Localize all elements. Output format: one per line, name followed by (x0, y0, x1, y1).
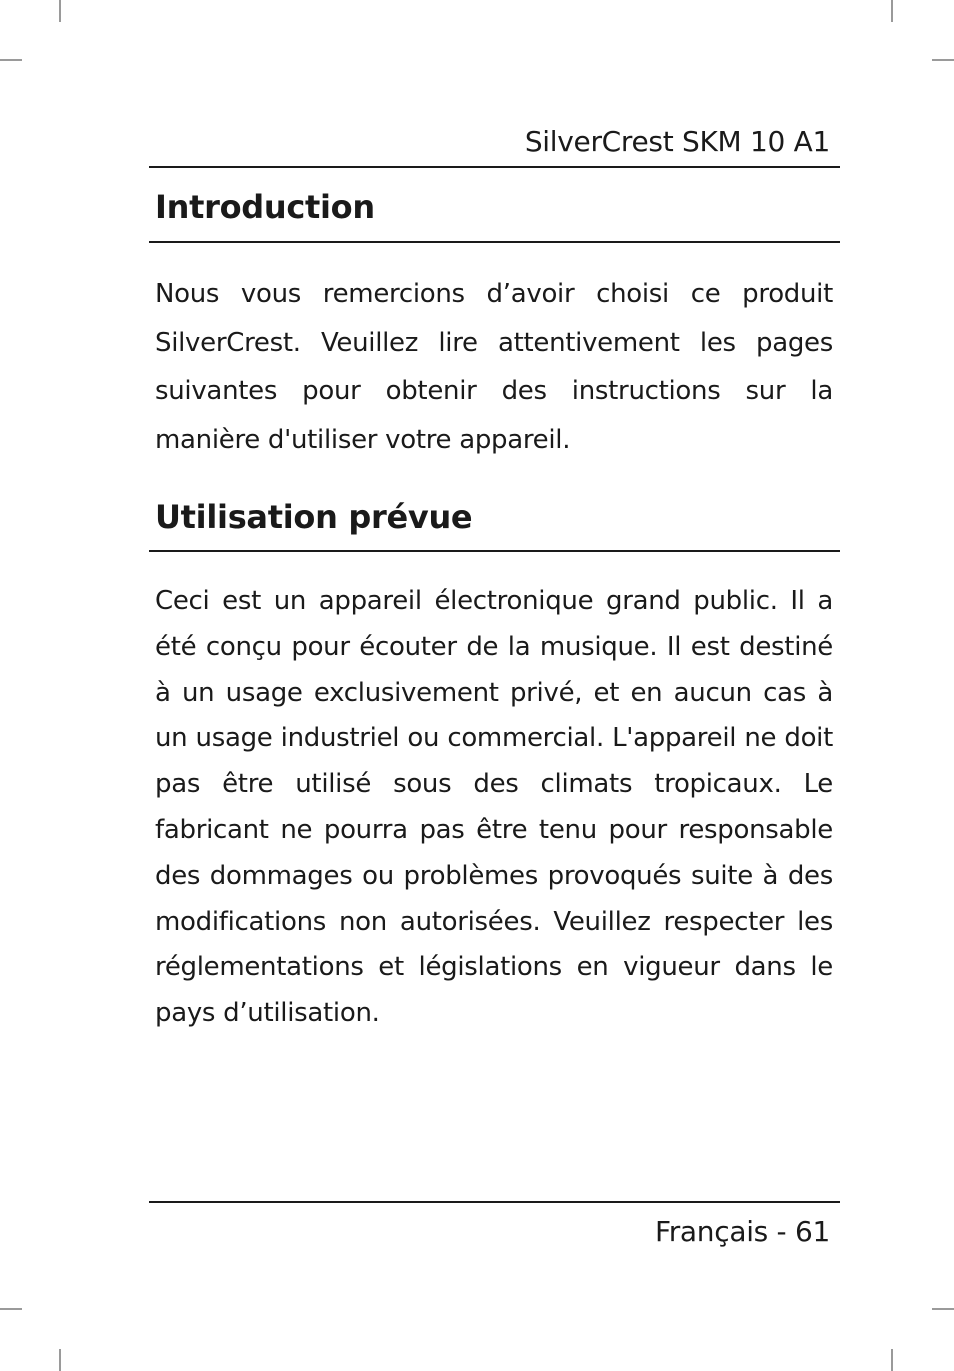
section-title-introduction: Introduction (155, 188, 375, 226)
crop-mark-top-right-vertical (891, 0, 893, 22)
crop-mark-bottom-right-vertical (891, 1349, 893, 1371)
intended-use-paragraph: Ceci est un appareil électronique grand public. Il a été conçu pour écouter de la musique. Il est destiné à un usage exclusivement privé, et en aucun cas à un usage industriel ou commercial. L'appareil ne doit pas être utilisé sous des climats tropicaux. Le fabricant ne pourra pas être tenu pour responsable des dommages ou problèmes provoqués suite à des modifications non autorisées. Veuillez respecter les réglementations et législations en vigueur dans le pays d’utilisation. (155, 586, 833, 1029)
crop-mark-bottom-right-horizontal (932, 1308, 954, 1310)
introduction-title-rule (149, 241, 840, 243)
section-title-intended-use: Utilisation prévue (155, 498, 473, 536)
crop-mark-bottom-left-horizontal (0, 1308, 22, 1310)
introduction-paragraph: Nous vous remercions d’avoir choisi ce produit SilverCrest. Veuillez lire attentivement les pages suivantes pour obtenir des instructions sur la manière d'utiliser votre appareil. (155, 279, 833, 455)
running-header: SilverCrest SKM 10 A1 (524, 125, 830, 158)
crop-mark-top-left-horizontal (0, 59, 22, 61)
footer-rule (149, 1201, 840, 1203)
crop-mark-bottom-left-vertical (59, 1349, 61, 1371)
crop-mark-top-left-vertical (59, 0, 61, 22)
intended-use-title-rule (149, 550, 840, 552)
header-rule (149, 166, 840, 168)
crop-mark-top-right-horizontal (932, 59, 954, 61)
page-number: Français - 61 (654, 1215, 830, 1248)
